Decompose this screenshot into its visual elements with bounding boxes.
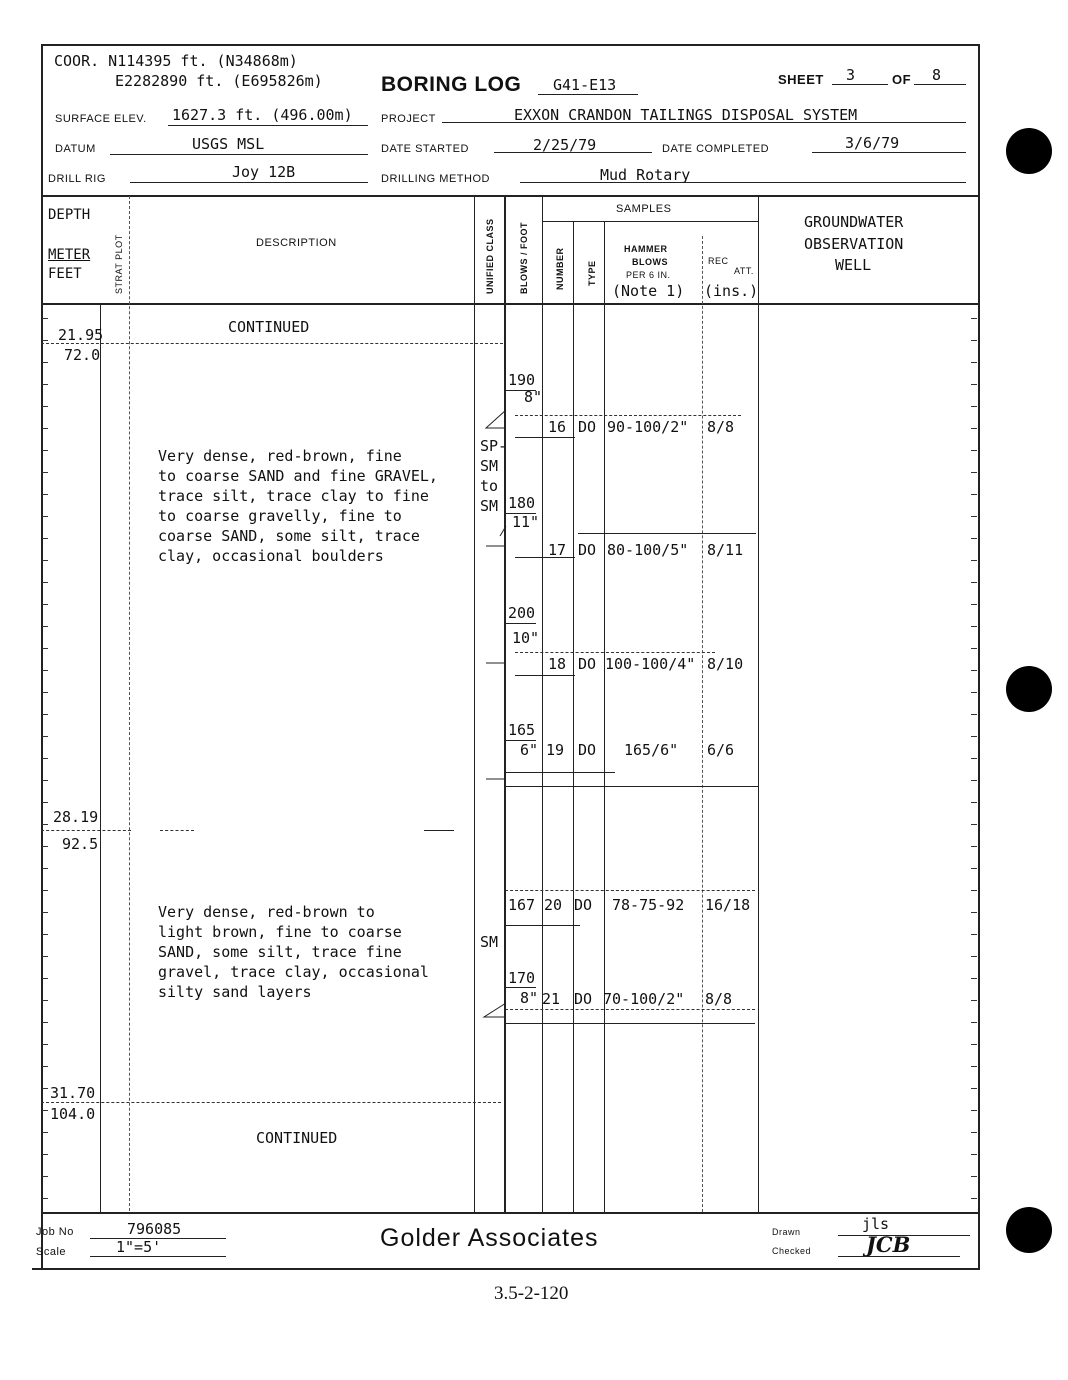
sample-16-type: DO bbox=[578, 418, 597, 436]
depth-scale-tick bbox=[42, 1000, 48, 1001]
scale-underline bbox=[90, 1256, 226, 1257]
groundwater-scale-tick bbox=[971, 736, 977, 737]
groundwater-scale-tick bbox=[971, 670, 977, 671]
hammer-note: (Note 1) bbox=[612, 282, 685, 300]
groundwater-scale-tick bbox=[971, 692, 977, 693]
date-started-underline bbox=[494, 152, 652, 153]
rec-right-line bbox=[758, 196, 759, 1212]
samples-subheader-line bbox=[543, 221, 759, 222]
sample-18-hammer: 100-100/4" bbox=[605, 655, 696, 673]
groundwater-scale-tick bbox=[971, 450, 977, 451]
number-label: NUMBER bbox=[555, 247, 565, 290]
layer2-line-5: silty sand layers bbox=[158, 983, 312, 1001]
depth-scale-tick bbox=[42, 1110, 48, 1111]
surface-elev-underline bbox=[168, 125, 368, 126]
groundwater-scale-tick bbox=[971, 780, 977, 781]
depth-feet-2: 92.5 bbox=[62, 835, 99, 853]
feet-label: FEET bbox=[48, 266, 82, 282]
sample-21-type: DO bbox=[574, 990, 593, 1008]
depth-scale-tick bbox=[42, 362, 48, 363]
groundwater-scale-tick bbox=[971, 802, 977, 803]
depth-label: DEPTH bbox=[48, 207, 91, 223]
job-no-label: Job No bbox=[36, 1226, 74, 1238]
groundwater-label-2: OBSERVATION bbox=[804, 235, 904, 253]
depth-scale-tick bbox=[42, 318, 48, 319]
date-completed-underline bbox=[812, 152, 966, 153]
footer-divider bbox=[41, 1212, 980, 1214]
groundwater-scale-tick bbox=[971, 868, 977, 869]
sample-16-top bbox=[515, 415, 741, 416]
sample-21-rec: 8/8 bbox=[705, 990, 733, 1008]
sheet-total: 8 bbox=[932, 66, 942, 84]
blows-foot-label: BLOWS / FOOT bbox=[519, 222, 529, 294]
att-label: ATT. bbox=[734, 266, 754, 276]
layer1-class-1: SP- bbox=[480, 437, 508, 455]
groundwater-scale-tick bbox=[971, 934, 977, 935]
boring-log-title: BORING LOG bbox=[381, 73, 522, 96]
groundwater-scale-tick bbox=[971, 362, 977, 363]
of-label: OF bbox=[892, 72, 912, 87]
depth-scale-tick bbox=[42, 1022, 48, 1023]
layer2-line-1: Very dense, red-brown to bbox=[158, 903, 375, 921]
sheet-label: SHEET bbox=[778, 72, 824, 87]
depth-scale-tick bbox=[42, 912, 48, 913]
sample-16-number: 16 bbox=[548, 418, 567, 436]
depth-scale-tick bbox=[42, 670, 48, 671]
groundwater-scale-tick bbox=[971, 560, 977, 561]
frame-right bbox=[978, 44, 980, 1270]
hammer-label-3: PER 6 IN. bbox=[626, 270, 671, 280]
sample-19-bottom bbox=[505, 772, 615, 773]
drilling-method-value: Mud Rotary bbox=[600, 166, 691, 184]
groundwater-scale-tick bbox=[971, 1066, 977, 1067]
date-completed-label: DATE COMPLETED bbox=[662, 143, 770, 155]
layer2-line-2: light brown, fine to coarse bbox=[158, 923, 402, 941]
depth-scale-tick bbox=[42, 890, 48, 891]
sample-17-top bbox=[578, 533, 756, 534]
depth-scale-tick bbox=[42, 846, 48, 847]
layer1-class-3: to bbox=[480, 477, 499, 495]
continued-top: CONTINUED bbox=[228, 318, 310, 336]
description-label: DESCRIPTION bbox=[256, 237, 337, 249]
blows-2-bottom: 11" bbox=[512, 513, 540, 531]
depth-scale-tick bbox=[42, 472, 48, 473]
rec-label: REC bbox=[708, 256, 729, 266]
drill-rig-label: DRILL RIG bbox=[48, 173, 106, 185]
header-divider bbox=[41, 195, 980, 197]
company-name: Golder Associates bbox=[380, 1224, 599, 1252]
groundwater-scale-tick bbox=[971, 978, 977, 979]
sample-18-number: 18 bbox=[548, 655, 567, 673]
sample-18-bottom bbox=[515, 675, 575, 676]
groundwater-scale-tick bbox=[971, 626, 977, 627]
sample-19-hammer: 165/6" bbox=[624, 741, 679, 759]
depth-scale-tick bbox=[42, 824, 48, 825]
sample-17-type: DO bbox=[578, 541, 597, 559]
drill-rig-value: Joy 12B bbox=[232, 163, 296, 181]
groundwater-scale-tick bbox=[971, 912, 977, 913]
depth-scale-tick bbox=[42, 758, 48, 759]
hammer-right-line bbox=[702, 236, 703, 1212]
hammer-label-2: BLOWS bbox=[632, 257, 668, 267]
description-right-line bbox=[474, 196, 475, 1213]
strat-left-line bbox=[100, 303, 101, 1213]
layer1-line-5: coarse SAND, some silt, trace bbox=[158, 527, 420, 545]
groundwater-scale-tick bbox=[971, 714, 977, 715]
datum-value: USGS MSL bbox=[192, 135, 265, 153]
datum-label: DATUM bbox=[55, 143, 96, 155]
groundwater-scale-tick bbox=[971, 582, 977, 583]
layer1-line-1: Very dense, red-brown, fine bbox=[158, 447, 402, 465]
groundwater-label-1: GROUNDWATER bbox=[804, 213, 904, 231]
depth-scale-tick bbox=[42, 736, 48, 737]
blows-1-top: 190 bbox=[508, 371, 536, 389]
depth-scale-tick bbox=[42, 956, 48, 957]
groundwater-scale-tick bbox=[971, 648, 977, 649]
depth-scale-tick bbox=[42, 582, 48, 583]
groundwater-scale-tick bbox=[971, 472, 977, 473]
layer-boundary-3 bbox=[41, 1102, 501, 1103]
groundwater-scale-tick bbox=[971, 824, 977, 825]
boring-id: G41-E13 bbox=[553, 76, 617, 94]
depth-meter-1: 21.95 bbox=[58, 326, 104, 344]
depth-scale-tick bbox=[42, 384, 48, 385]
blows-4-top: 165 bbox=[508, 721, 536, 739]
sample-18-rec: 8/10 bbox=[707, 655, 744, 673]
layer-boundary-2b bbox=[160, 830, 194, 831]
project-label: PROJECT bbox=[381, 113, 436, 125]
class-right-line bbox=[504, 196, 506, 1213]
sample-20-number: 20 bbox=[544, 896, 563, 914]
blows-3-rule bbox=[506, 623, 536, 624]
depth-scale-tick bbox=[42, 406, 48, 407]
meter-label: METER bbox=[48, 247, 91, 263]
frame-bottom bbox=[32, 1268, 980, 1270]
layer2-description bbox=[158, 902, 429, 1002]
sample-16-hammer: 90-100/2" bbox=[607, 418, 689, 436]
sample-16-rec: 8/8 bbox=[707, 418, 735, 436]
sample-17-rec: 8/11 bbox=[707, 541, 744, 559]
layer1-line-2: to coarse SAND and fine GRAVEL, bbox=[158, 467, 438, 485]
depth-meter-2: 28.19 bbox=[53, 808, 99, 826]
groundwater-scale-tick bbox=[971, 428, 977, 429]
drawn-label: Drawn bbox=[772, 1227, 801, 1237]
sample-20-top bbox=[505, 890, 755, 891]
blows-6-rule bbox=[506, 987, 536, 988]
depth-scale-tick bbox=[42, 1088, 48, 1089]
depth-scale-tick bbox=[42, 1044, 48, 1045]
hammer-label-1: HAMMER bbox=[624, 244, 668, 254]
depth-scale-tick bbox=[42, 626, 48, 627]
groundwater-scale-tick bbox=[971, 1044, 977, 1045]
sample-20-bottom bbox=[505, 925, 580, 926]
sample-21-number: 21 bbox=[542, 990, 561, 1008]
depth-scale-tick bbox=[42, 560, 48, 561]
groundwater-scale-tick bbox=[971, 1088, 977, 1089]
frame-left bbox=[41, 44, 43, 1270]
column-header-bottom bbox=[41, 303, 980, 305]
page-number: 3.5-2-120 bbox=[494, 1283, 569, 1304]
boring-id-underline bbox=[538, 94, 638, 95]
binder-hole-bottom bbox=[1006, 1207, 1052, 1253]
depth-scale-tick bbox=[42, 714, 48, 715]
unified-class-label: UNIFIED CLASS bbox=[485, 218, 495, 294]
groundwater-scale-tick bbox=[971, 384, 977, 385]
depth-scale-tick bbox=[42, 978, 48, 979]
blows-1-bottom: 8" bbox=[524, 388, 543, 406]
sample-20-hammer: 78-75-92 bbox=[612, 896, 685, 914]
layer2-line-4: gravel, trace clay, occasional bbox=[158, 963, 429, 981]
type-right-line bbox=[604, 222, 605, 1212]
sample-19-rec: 6/6 bbox=[707, 741, 735, 759]
depth-feet-3: 104.0 bbox=[50, 1105, 96, 1123]
depth-scale-tick bbox=[42, 450, 48, 451]
blows-4-bottom: 6" bbox=[520, 741, 539, 759]
coordinates-line-2: E2282890 ft. (E695826m) bbox=[115, 72, 323, 90]
sheet-number: 3 bbox=[846, 66, 856, 84]
depth-scale-tick bbox=[42, 868, 48, 869]
checked-signature: JCB bbox=[866, 1232, 911, 1257]
checked-label: Checked bbox=[772, 1246, 812, 1256]
project-underline bbox=[442, 122, 966, 123]
sample-16-bottom bbox=[515, 437, 575, 438]
scale-value: 1"=5' bbox=[116, 1238, 162, 1256]
depth-scale-tick bbox=[42, 1066, 48, 1067]
frame-top bbox=[41, 44, 980, 46]
depth-meter-3: 31.70 bbox=[50, 1084, 96, 1102]
layer-boundary-1 bbox=[41, 343, 503, 344]
groundwater-scale-tick bbox=[971, 1176, 977, 1177]
continued-bottom: CONTINUED bbox=[256, 1129, 338, 1147]
sample-21-top bbox=[505, 1009, 755, 1010]
depth-scale-tick bbox=[42, 934, 48, 935]
groundwater-scale-tick bbox=[971, 538, 977, 539]
groundwater-scale-tick bbox=[971, 890, 977, 891]
date-completed-value: 3/6/79 bbox=[845, 134, 900, 152]
sample-18-type: DO bbox=[578, 655, 597, 673]
strat-right-line bbox=[129, 196, 130, 1211]
layer1-unified-class bbox=[480, 436, 507, 516]
groundwater-scale-tick bbox=[971, 318, 977, 319]
drill-rig-underline bbox=[130, 182, 368, 183]
groundwater-scale-tick bbox=[971, 846, 977, 847]
blows-3-bottom: 10" bbox=[512, 629, 540, 647]
blows-right-line bbox=[542, 196, 543, 1213]
sample-20-type: DO bbox=[574, 896, 593, 914]
layer-boundary-2 bbox=[41, 830, 131, 831]
depth-scale-tick bbox=[42, 516, 48, 517]
sample-19-number: 19 bbox=[546, 741, 565, 759]
rec-ins-label: (ins.) bbox=[704, 282, 759, 300]
sample-19-type: DO bbox=[578, 741, 597, 759]
drilling-method-underline bbox=[520, 182, 966, 183]
blows-6-bottom: 8" bbox=[520, 989, 539, 1007]
sheet-number-underline bbox=[832, 84, 888, 85]
blows-5-top: 167 bbox=[508, 896, 536, 914]
blows-2-top: 180 bbox=[508, 494, 536, 512]
type-label: TYPE bbox=[587, 260, 597, 286]
layer1-line-4: to coarse gravelly, fine to bbox=[158, 507, 402, 525]
depth-scale-tick bbox=[42, 648, 48, 649]
groundwater-scale-tick bbox=[971, 1132, 977, 1133]
layer1-description bbox=[158, 446, 438, 566]
sample-21-hammer: 70-100/2" bbox=[603, 990, 685, 1008]
scale-label: Scale bbox=[36, 1246, 67, 1258]
binder-hole-top bbox=[1006, 128, 1052, 174]
groundwater-scale-tick bbox=[971, 1000, 977, 1001]
groundwater-scale-tick bbox=[971, 516, 977, 517]
blows-3-top: 200 bbox=[508, 604, 536, 622]
layer1-class-4: SM bbox=[480, 497, 499, 515]
depth-scale-tick bbox=[42, 1132, 48, 1133]
groundwater-label-3: WELL bbox=[835, 256, 872, 274]
groundwater-scale-tick bbox=[971, 494, 977, 495]
number-right-line bbox=[573, 222, 574, 1212]
sample-17-hammer: 80-100/5" bbox=[607, 541, 689, 559]
sample-17-number: 17 bbox=[548, 541, 567, 559]
coordinates-line-1: COOR. N114395 ft. (N34868m) bbox=[54, 52, 298, 70]
groundwater-scale-tick bbox=[971, 1154, 977, 1155]
depth-scale-tick bbox=[42, 1154, 48, 1155]
groundwater-scale-tick bbox=[971, 604, 977, 605]
depth-scale-tick bbox=[42, 340, 48, 341]
datum-underline bbox=[110, 154, 368, 155]
sample-20-rec: 16/18 bbox=[705, 896, 751, 914]
sheet-total-underline bbox=[914, 84, 966, 85]
depth-scale-tick bbox=[42, 494, 48, 495]
sample-18-top bbox=[515, 652, 715, 653]
layer-boundary-2c bbox=[424, 830, 454, 831]
samples-label: SAMPLES bbox=[616, 203, 672, 215]
depth-scale-tick bbox=[42, 692, 48, 693]
drilling-method-label: DRILLING METHOD bbox=[381, 173, 490, 185]
groundwater-scale-tick bbox=[971, 956, 977, 957]
groundwater-scale-tick bbox=[971, 1110, 977, 1111]
groundwater-scale-tick bbox=[971, 406, 977, 407]
groundwater-scale-tick bbox=[971, 340, 977, 341]
depth-scale-tick bbox=[42, 1176, 48, 1177]
project-value: EXXON CRANDON TAILINGS DISPOSAL SYSTEM bbox=[514, 106, 858, 124]
job-no-value: 796085 bbox=[127, 1220, 182, 1238]
depth-scale-tick bbox=[42, 802, 48, 803]
layer1-class-2: SM bbox=[480, 457, 499, 475]
date-started-value: 2/25/79 bbox=[533, 136, 597, 154]
depth-scale-tick bbox=[42, 428, 48, 429]
depth-scale-tick bbox=[42, 1198, 48, 1199]
layer1-line-6: clay, occasional boulders bbox=[158, 547, 384, 565]
binder-hole-middle bbox=[1006, 666, 1052, 712]
drawn-value: jls bbox=[862, 1215, 890, 1233]
surface-elev-label: SURFACE ELEV. bbox=[55, 113, 147, 125]
groundwater-scale-tick bbox=[971, 758, 977, 759]
date-started-label: DATE STARTED bbox=[381, 143, 469, 155]
blows-6-top: 170 bbox=[508, 969, 536, 987]
surface-elev-value: 1627.3 ft. (496.00m) bbox=[172, 106, 353, 124]
depth-scale-tick bbox=[42, 780, 48, 781]
layer2-line-3: SAND, some silt, trace fine bbox=[158, 943, 402, 961]
depth-feet-1: 72.0 bbox=[64, 346, 101, 364]
layer-boundary-2-samples bbox=[505, 786, 759, 787]
depth-scale-tick bbox=[42, 538, 48, 539]
depth-scale-tick bbox=[42, 604, 48, 605]
layer1-line-3: trace silt, trace clay to fine bbox=[158, 487, 429, 505]
groundwater-scale-tick bbox=[971, 1198, 977, 1199]
strat-plot-label: STRAT PLOT bbox=[114, 234, 124, 294]
groundwater-scale-tick bbox=[971, 1022, 977, 1023]
layer2-unified-class: SM bbox=[480, 933, 499, 951]
sample-21-bottom bbox=[505, 1023, 755, 1024]
checked-underline bbox=[838, 1256, 960, 1257]
